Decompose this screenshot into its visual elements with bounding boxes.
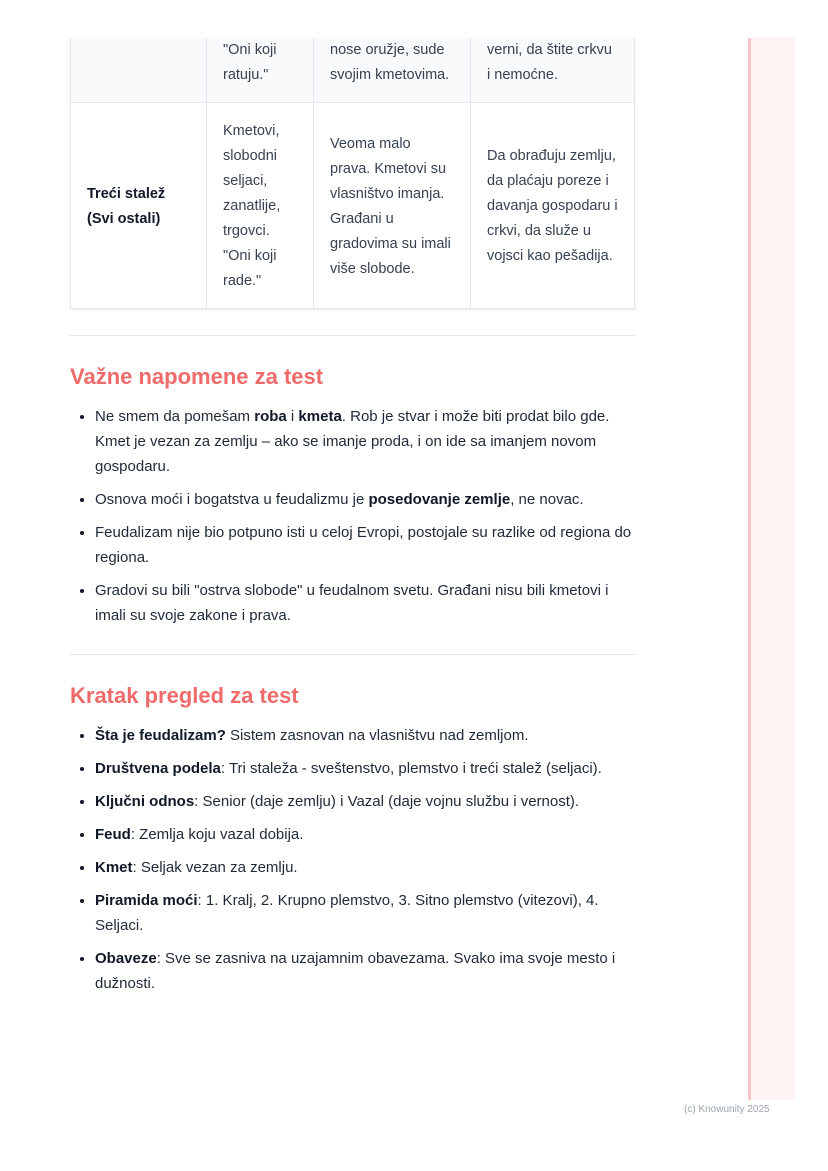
list-item: [95, 789, 635, 814]
list-item-bold-text: Obaveze: [95, 950, 157, 967]
pregled-list: [70, 723, 635, 996]
list-item-text: : Tri staleža - sveštenstvo, plemstvo i treći stalež (seljaci).: [220, 760, 602, 777]
napomene-list: [70, 404, 635, 628]
table-cell-stalez: Treći stalež (Svi ostali): [71, 103, 207, 309]
list-item-bold-text: Šta je feudalizam?: [95, 727, 226, 744]
pregled-heading: Kratak pregled za test: [70, 683, 299, 708]
list-item: [95, 888, 635, 938]
napomene-heading: Važne napomene za test: [70, 364, 324, 389]
list-item: [95, 723, 635, 748]
list-item-text: Gradovi su bili "ostrva slobode" u feudalnom svetu. Građani nisu bili kmetovi i imali su svoje zakone i prava.: [95, 582, 609, 624]
table-cell-ko: Kmetovi, slobodni seljaci, zanatlije, trgovci. "Oni koji rade.": [207, 103, 314, 309]
list-item-text: Osnova moći i bogatstva u feudalizmu je: [95, 491, 369, 508]
list-item-text: : Zemlja koju vazal dobija.: [130, 826, 304, 843]
list-item: [95, 946, 635, 996]
table-cell-obaveze: verni, da štite crkvu i nemoćne.: [471, 38, 635, 103]
list-item: [95, 520, 635, 570]
list-item-text: : 1. Kralj, 2. Krupno plemstvo, 3. Sitno plemstvo (vitezovi), 4. Seljaci.: [95, 892, 599, 934]
list-item-bold-text: posedovanje zemlje: [368, 491, 511, 508]
table-cell-prava: Veoma malo prava. Kmetovi su vlasništvo imanja. Građani u gradovima su imali više slobode.: [314, 103, 471, 309]
list-item-text: . Rob je stvar i može biti prodat bilo gde. Kmet je vezan za zemlju – ako se imanje proda, i on ide sa imanjem novom gospodaru.: [95, 408, 610, 475]
list-item: [95, 822, 635, 847]
table-row: [71, 38, 635, 103]
list-item-text: : Seljak vezan za zemlju.: [132, 859, 298, 876]
list-item: [95, 404, 635, 479]
list-item-text: : Senior (daje zemlju) i Vazal (daje vojnu službu i vernost).: [194, 793, 580, 810]
list-item: [95, 855, 635, 880]
list-item-text: Feudalizam nije bio potpuno isti u celoj Evropi, postojale su razlike od regiona do regiona.: [95, 524, 632, 566]
table-cell-stalez: [71, 38, 207, 103]
list-item-bold-text: roba: [254, 408, 287, 425]
table-row: [71, 103, 635, 309]
list-item-bold-text: Društvena podela: [95, 760, 221, 777]
list-item-text: Ne smem da pomešam: [95, 408, 255, 425]
list-item: [95, 756, 635, 781]
list-item: [95, 487, 635, 512]
list-item-bold-text: Feud: [95, 826, 131, 843]
copyright-footer: (c) Knowunity 2025: [684, 1104, 770, 1115]
staleži-table: [70, 38, 635, 309]
page-content: [70, 38, 635, 1004]
list-item-text: i: [286, 408, 299, 425]
table-cell-obaveze: Da obrađuju zemlju, da plaćaju poreze i davanja gospodaru i crkvi, da služe u vojsci kao pešadija.: [471, 103, 635, 309]
list-item-bold-text: Ključni odnos: [95, 793, 195, 810]
list-item-text: Sistem zasnovan na vlasništvu nad zemljom.: [225, 727, 529, 744]
section-divider: [70, 335, 635, 336]
list-item-text: , ne novac.: [510, 491, 584, 508]
table-cell-ko: "Oni koji ratuju.": [207, 38, 314, 103]
table-cell-prava: nose oružje, sude svojim kmetovima.: [314, 38, 471, 103]
section-divider: [70, 654, 635, 655]
list-item-text: : Sve se zasniva na uzajamnim obavezama. Svako ima svoje mesto i dužnosti.: [95, 950, 616, 992]
list-item-bold-text: Piramida moći: [95, 892, 198, 909]
side-rail: [748, 38, 795, 1100]
list-item-bold-text: kmeta: [298, 408, 342, 425]
list-item-bold-text: Kmet: [95, 859, 133, 876]
list-item: [95, 578, 635, 628]
